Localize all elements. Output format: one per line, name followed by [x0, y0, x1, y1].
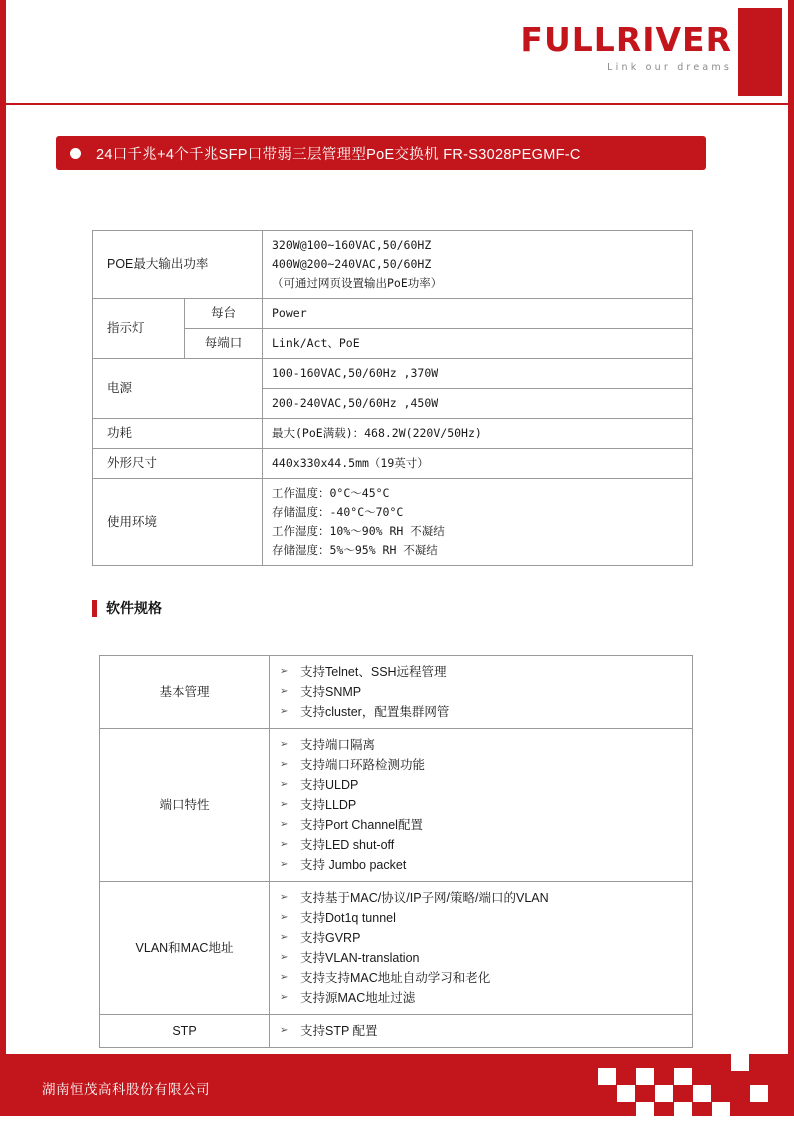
- value-line: 存储湿度：5%～95% RH 不凝结: [272, 543, 438, 557]
- row-value-per-unit: Power: [263, 299, 693, 329]
- list-item: ➢ 支持GVRP: [278, 928, 684, 948]
- list-item: ➢ 支持端口隔离: [278, 735, 684, 755]
- list-item: ➢ 支持cluster，配置集群网管: [278, 702, 684, 722]
- list-item: ➢ 支持Telnet、SSH远程管理: [278, 662, 684, 682]
- list-item: ➢ 支持STP 配置: [278, 1021, 684, 1041]
- table-row: [100, 882, 693, 1015]
- list-item: ➢ 支持基于MAC/协议/IP子网/策略/端口的VLAN: [278, 888, 684, 908]
- feature-list: [278, 662, 684, 722]
- list-item: ➢ 支持 Jumbo packet: [278, 855, 684, 875]
- row-label-power-supply: 电源: [93, 359, 263, 419]
- row-value-environment: [263, 479, 693, 566]
- logo-tagline: Link our dreams: [607, 62, 732, 73]
- value-line: 工作温度：0°C～45°C: [272, 486, 390, 500]
- row-value-power-supply-2: 200-240VAC,50/60Hz ,450W: [263, 389, 693, 419]
- footer-company-name: 湖南恒茂高科股份有限公司: [42, 1082, 210, 1097]
- value-line: （可通过网页设置输出PoE功率）: [272, 276, 443, 290]
- feature-list: [278, 735, 684, 875]
- row-value-dimensions: 440x330x44.5mm（19英寸）: [263, 449, 693, 479]
- list-item: ➢ 支持源MAC地址过滤: [278, 988, 684, 1008]
- hardware-spec-table: [92, 230, 693, 566]
- page-left-border: [0, 0, 6, 1122]
- table-row: [93, 359, 693, 389]
- list-item: ➢ 支持端口环路检测功能: [278, 755, 684, 775]
- row-label-consumption: 功耗: [93, 419, 263, 449]
- list-item: ➢ 支持支持MAC地址自动学习和老化: [278, 968, 684, 988]
- page-footer: [0, 1054, 794, 1122]
- row-label-port-features: 端口特性: [100, 729, 270, 882]
- product-title-bar: [56, 136, 706, 170]
- table-row: [100, 656, 693, 729]
- bullet-dot-icon: [70, 148, 81, 159]
- list-item: ➢ 支持LLDP: [278, 795, 684, 815]
- row-label-vlan-mac: VLAN和MAC地址: [100, 882, 270, 1015]
- value-line: 320W@100~160VAC,50/60HZ: [272, 238, 432, 252]
- row-label-poe-power: POE最大输出功率: [93, 231, 263, 299]
- row-label-basic-management: 基本管理: [100, 656, 270, 729]
- list-item: ➢ 支持Dot1q tunnel: [278, 908, 684, 928]
- list-item: ➢ 支持SNMP: [278, 682, 684, 702]
- row-label-environment: 使用环境: [93, 479, 263, 566]
- logo-red-square: [738, 8, 782, 96]
- section-accent-bar: [92, 600, 97, 617]
- list-item: ➢ 支持VLAN-translation: [278, 948, 684, 968]
- row-value-per-port: Link/Act、PoE: [263, 329, 693, 359]
- row-value-vlan-mac: [270, 882, 693, 1015]
- row-value-poe-power: [263, 231, 693, 299]
- software-section-heading: [92, 598, 162, 618]
- row-value-stp: [270, 1015, 693, 1048]
- footer-checker-pattern: [598, 1054, 778, 1122]
- header-divider: [6, 103, 788, 105]
- row-value-port-features: [270, 729, 693, 882]
- value-line: 400W@200~240VAC,50/60HZ: [272, 257, 432, 271]
- feature-list: [278, 888, 684, 1008]
- footer-bottom-strip: [0, 1116, 794, 1122]
- row-value-basic-management: [270, 656, 693, 729]
- page-header: [6, 0, 788, 104]
- row-value-consumption: 最大(PoE满载)：468.2W(220V/50Hz): [263, 419, 693, 449]
- list-item: ➢ 支持ULDP: [278, 775, 684, 795]
- row-value-power-supply-1: 100-160VAC,50/60Hz ,370W: [263, 359, 693, 389]
- list-item: ➢ 支持LED shut-off: [278, 835, 684, 855]
- table-row: [93, 449, 693, 479]
- logo-wordmark: FULLRIVER: [520, 20, 732, 59]
- value-line: 存储温度：-40°C～70°C: [272, 505, 404, 519]
- company-logo: [520, 22, 732, 73]
- table-row: [93, 419, 693, 449]
- list-item: ➢ 支持Port Channel配置: [278, 815, 684, 835]
- row-sublabel-per-unit: 每台: [185, 299, 263, 329]
- value-line: 工作湿度：10%～90% RH 不凝结: [272, 524, 445, 538]
- row-label-stp: STP: [100, 1015, 270, 1048]
- table-row: [93, 299, 693, 329]
- product-title: 24口千兆+4个千兆SFP口带弱三层管理型PoE交换机 FR-S3028PEGMF-C: [96, 146, 581, 163]
- section-title-text: 软件规格: [106, 600, 162, 616]
- software-spec-table: [99, 655, 693, 1048]
- row-sublabel-per-port: 每端口: [185, 329, 263, 359]
- feature-list: [278, 1021, 684, 1041]
- row-label-dimensions: 外形尺寸: [93, 449, 263, 479]
- table-row: [93, 231, 693, 299]
- table-row: [93, 479, 693, 566]
- table-row: [100, 729, 693, 882]
- page-right-border: [788, 0, 794, 1122]
- row-label-indicator: 指示灯: [93, 299, 185, 359]
- table-row: [100, 1015, 693, 1048]
